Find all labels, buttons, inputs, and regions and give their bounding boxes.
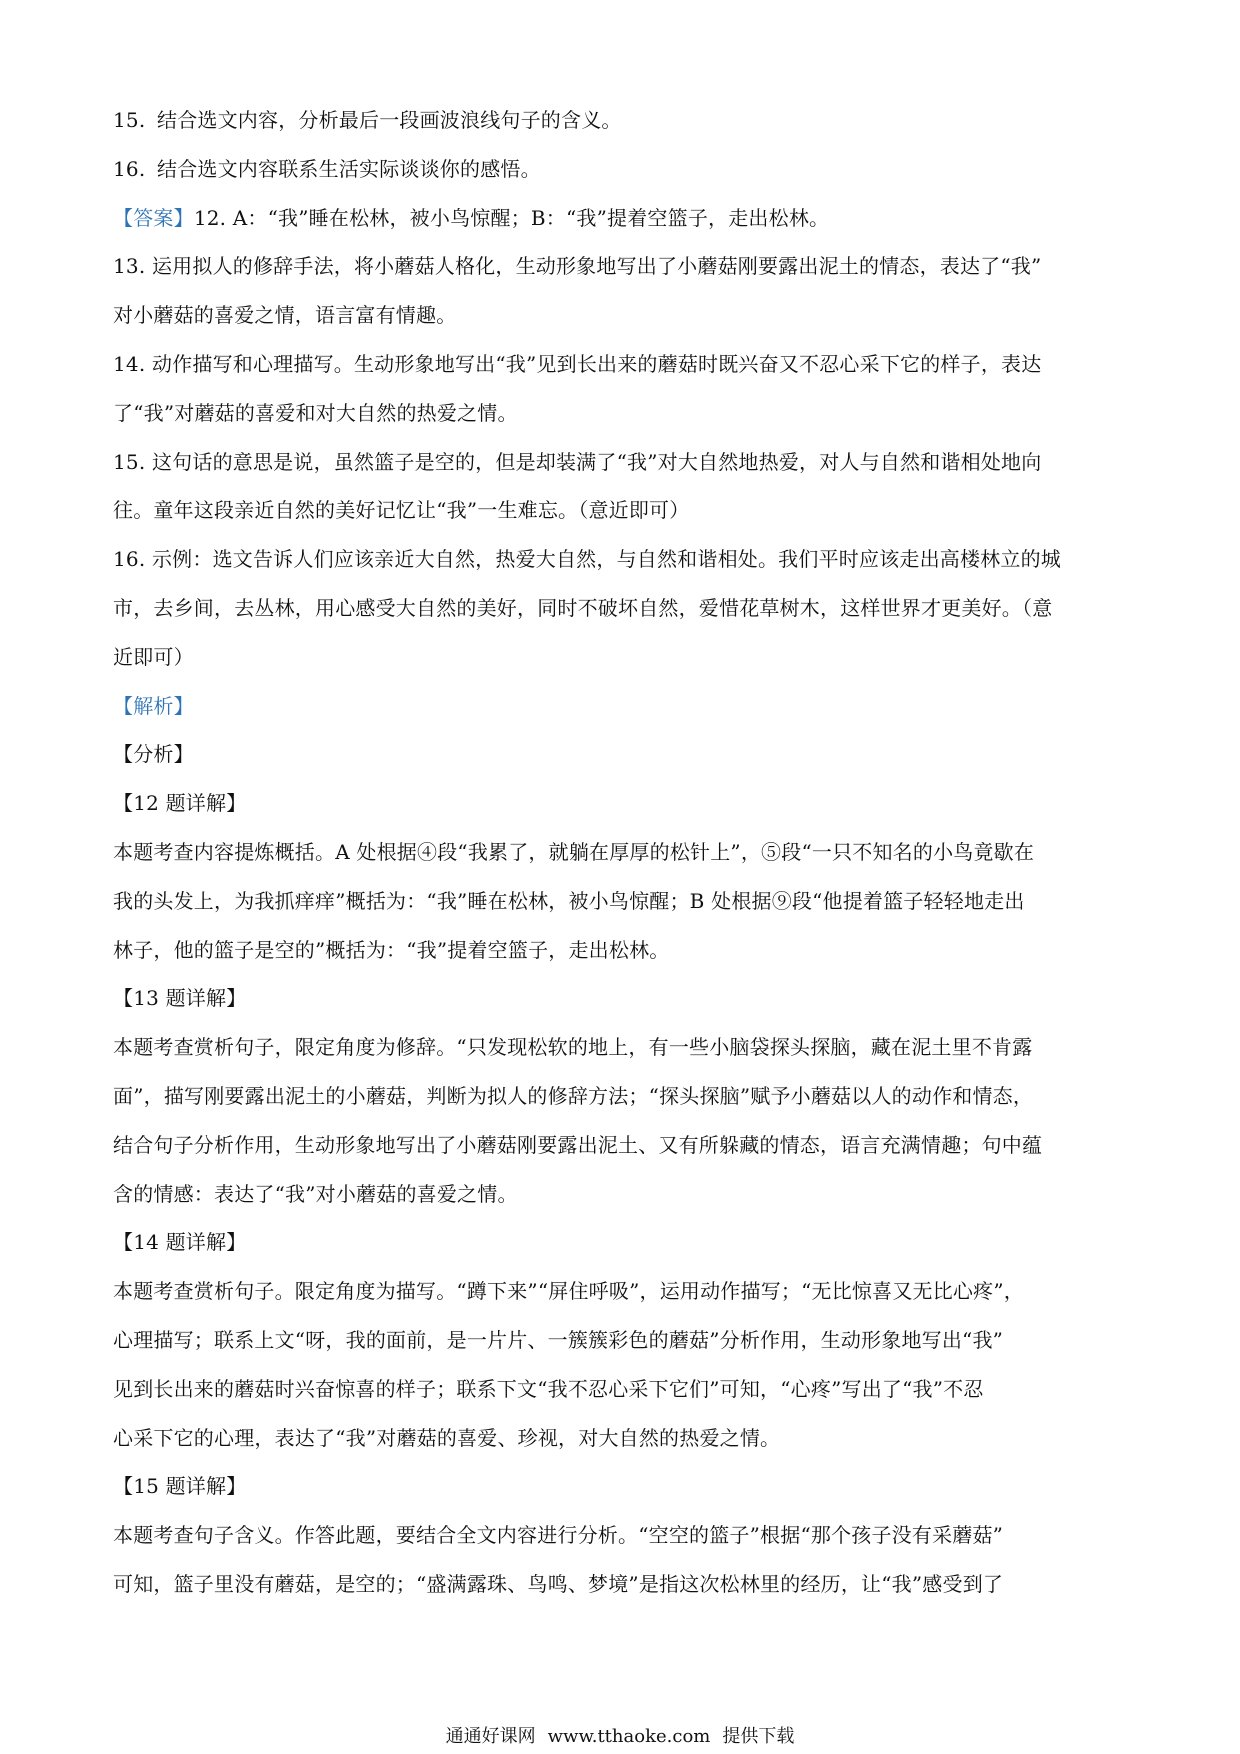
detail-line: 我的头发上，为我抓痒痒”概括为：“我”睡在松林，被小鸟惊醒；B 处根据⑨段“他提着篮子轻轻地走出 [113,888,1025,913]
footer-suffix: 提供下载 [722,1726,795,1747]
answer-line: 了“我”对蘑菇的喜爱和对大自然的热爱之情。 [113,400,518,425]
page-footer [0,1722,1240,1748]
detail-line: 本题考查赏析句子，限定角度为修辞。“只发现松软的地上，有一些小脑袋探头探脑，藏在泥土里不肯露 [113,1035,1033,1060]
detail-line: 林子，他的篮子是空的”概括为：“我”提着空篮子，走出松林。 [113,937,670,962]
footer-site-url[interactable]: www.tthaoke.com [547,1726,711,1747]
fenxi-heading: 【分析】 [113,742,194,767]
answer-line: 近即可） [113,644,194,669]
question-15 [113,96,1133,145]
detail-line: 面”，描写刚要露出泥土的小蘑菇，判断为拟人的修辞方法；“探头探脑”赋予小蘑菇以人的动作和情态， [113,1083,1034,1108]
answer-text: 12. A：“我”睡在松林，被小鸟惊醒；B：“我”提着空篮子，走出松林。 [193,205,830,230]
answer-line: 13. 运用拟人的修辞手法，将小蘑菇人格化，生动形象地写出了小蘑菇刚要露出泥土的情态，表达了“我” [113,254,1042,279]
answer-line: 往。童年这段亲近自然的美好记忆让“我”一生难忘。（意近即可） [113,498,690,523]
detail-heading-14: 【14 题详解】 [113,1230,247,1255]
analysis-tag: 【解析】 [113,693,194,718]
answer-line: 15. 这句话的意思是说，虽然篮子是空的，但是却装满了“我”对大自然地热爱，对人与自然和谐相处地向 [113,449,1042,474]
answer-line [113,194,1133,243]
question-text: 结合选文内容联系生活实际谈谈你的感悟。 [157,156,541,181]
answer-line: 14. 动作描写和心理描写。生动形象地写出“我”见到长出来的蘑菇时既兴奋又不忍心采下它的样子，表达 [113,351,1042,376]
detail-line: 结合句子分析作用，生动形象地写出了小蘑菇刚要露出泥土、又有所躲藏的情态，语言充满情趣；句中蕴 [113,1132,1043,1157]
answer-tag: 【答案】 [113,205,194,230]
question-number: 15. [113,108,146,132]
question-16 [113,145,1133,194]
detail-line: 本题考查赏析句子。限定角度为描写。“蹲下来”“屏住呼吸”，运用动作描写；“无比惊喜又无比心疼”， [113,1279,1024,1304]
answer-line: 市，去乡间，去丛林，用心感受大自然的美好，同时不破坏自然，爱惜花草树木，这样世界才更美好。（意 [113,595,1053,620]
detail-heading-13: 【13 题详解】 [113,986,247,1011]
detail-line: 本题考查内容提炼概括。A 处根据④段“我累了，就躺在厚厚的松针上”，⑤段“一只不知名的小鸟竟歇在 [113,839,1035,864]
detail-line: 本题考查句子含义。作答此题，要结合全文内容进行分析。“空空的篮子”根据“那个孩子没有采蘑菇” [113,1523,1004,1548]
detail-line: 心采下它的心理，表达了“我”对蘑菇的喜爱、珍视，对大自然的热爱之情。 [113,1425,781,1450]
detail-line: 心理描写；联系上文“呀，我的面前，是一片片、一簇簇彩色的蘑菇”分析作用，生动形象地写出“我” [113,1327,1004,1352]
answer-line: 16. 示例：选文告诉人们应该亲近大自然，热爱大自然，与自然和谐相处。我们平时应该走出高楼林立的城 [113,547,1061,572]
detail-heading-12: 【12 题详解】 [113,791,247,816]
answer-line: 对小蘑菇的喜爱之情，语言富有情趣。 [113,303,457,328]
detail-line: 见到长出来的蘑菇时兴奋惊喜的样子；联系下文“我不忍心采下它们”可知，“心疼”写出了“我”不忍 [113,1376,984,1401]
footer-site-name: 通通好课网 [445,1726,536,1747]
question-number: 16. [113,156,146,181]
detail-line: 可知，篮子里没有蘑菇，是空的；“盛满露珠、鸟鸣、梦境”是指这次松林里的经历，让“我”感受到了 [113,1571,1004,1596]
detail-heading-15: 【15 题详解】 [113,1474,247,1499]
detail-line: 含的情感：表达了“我”对小蘑菇的喜爱之情。 [113,1181,518,1206]
question-text: 结合选文内容，分析最后一段画波浪线句子的含义。 [157,108,622,132]
document-page [113,96,1133,1609]
